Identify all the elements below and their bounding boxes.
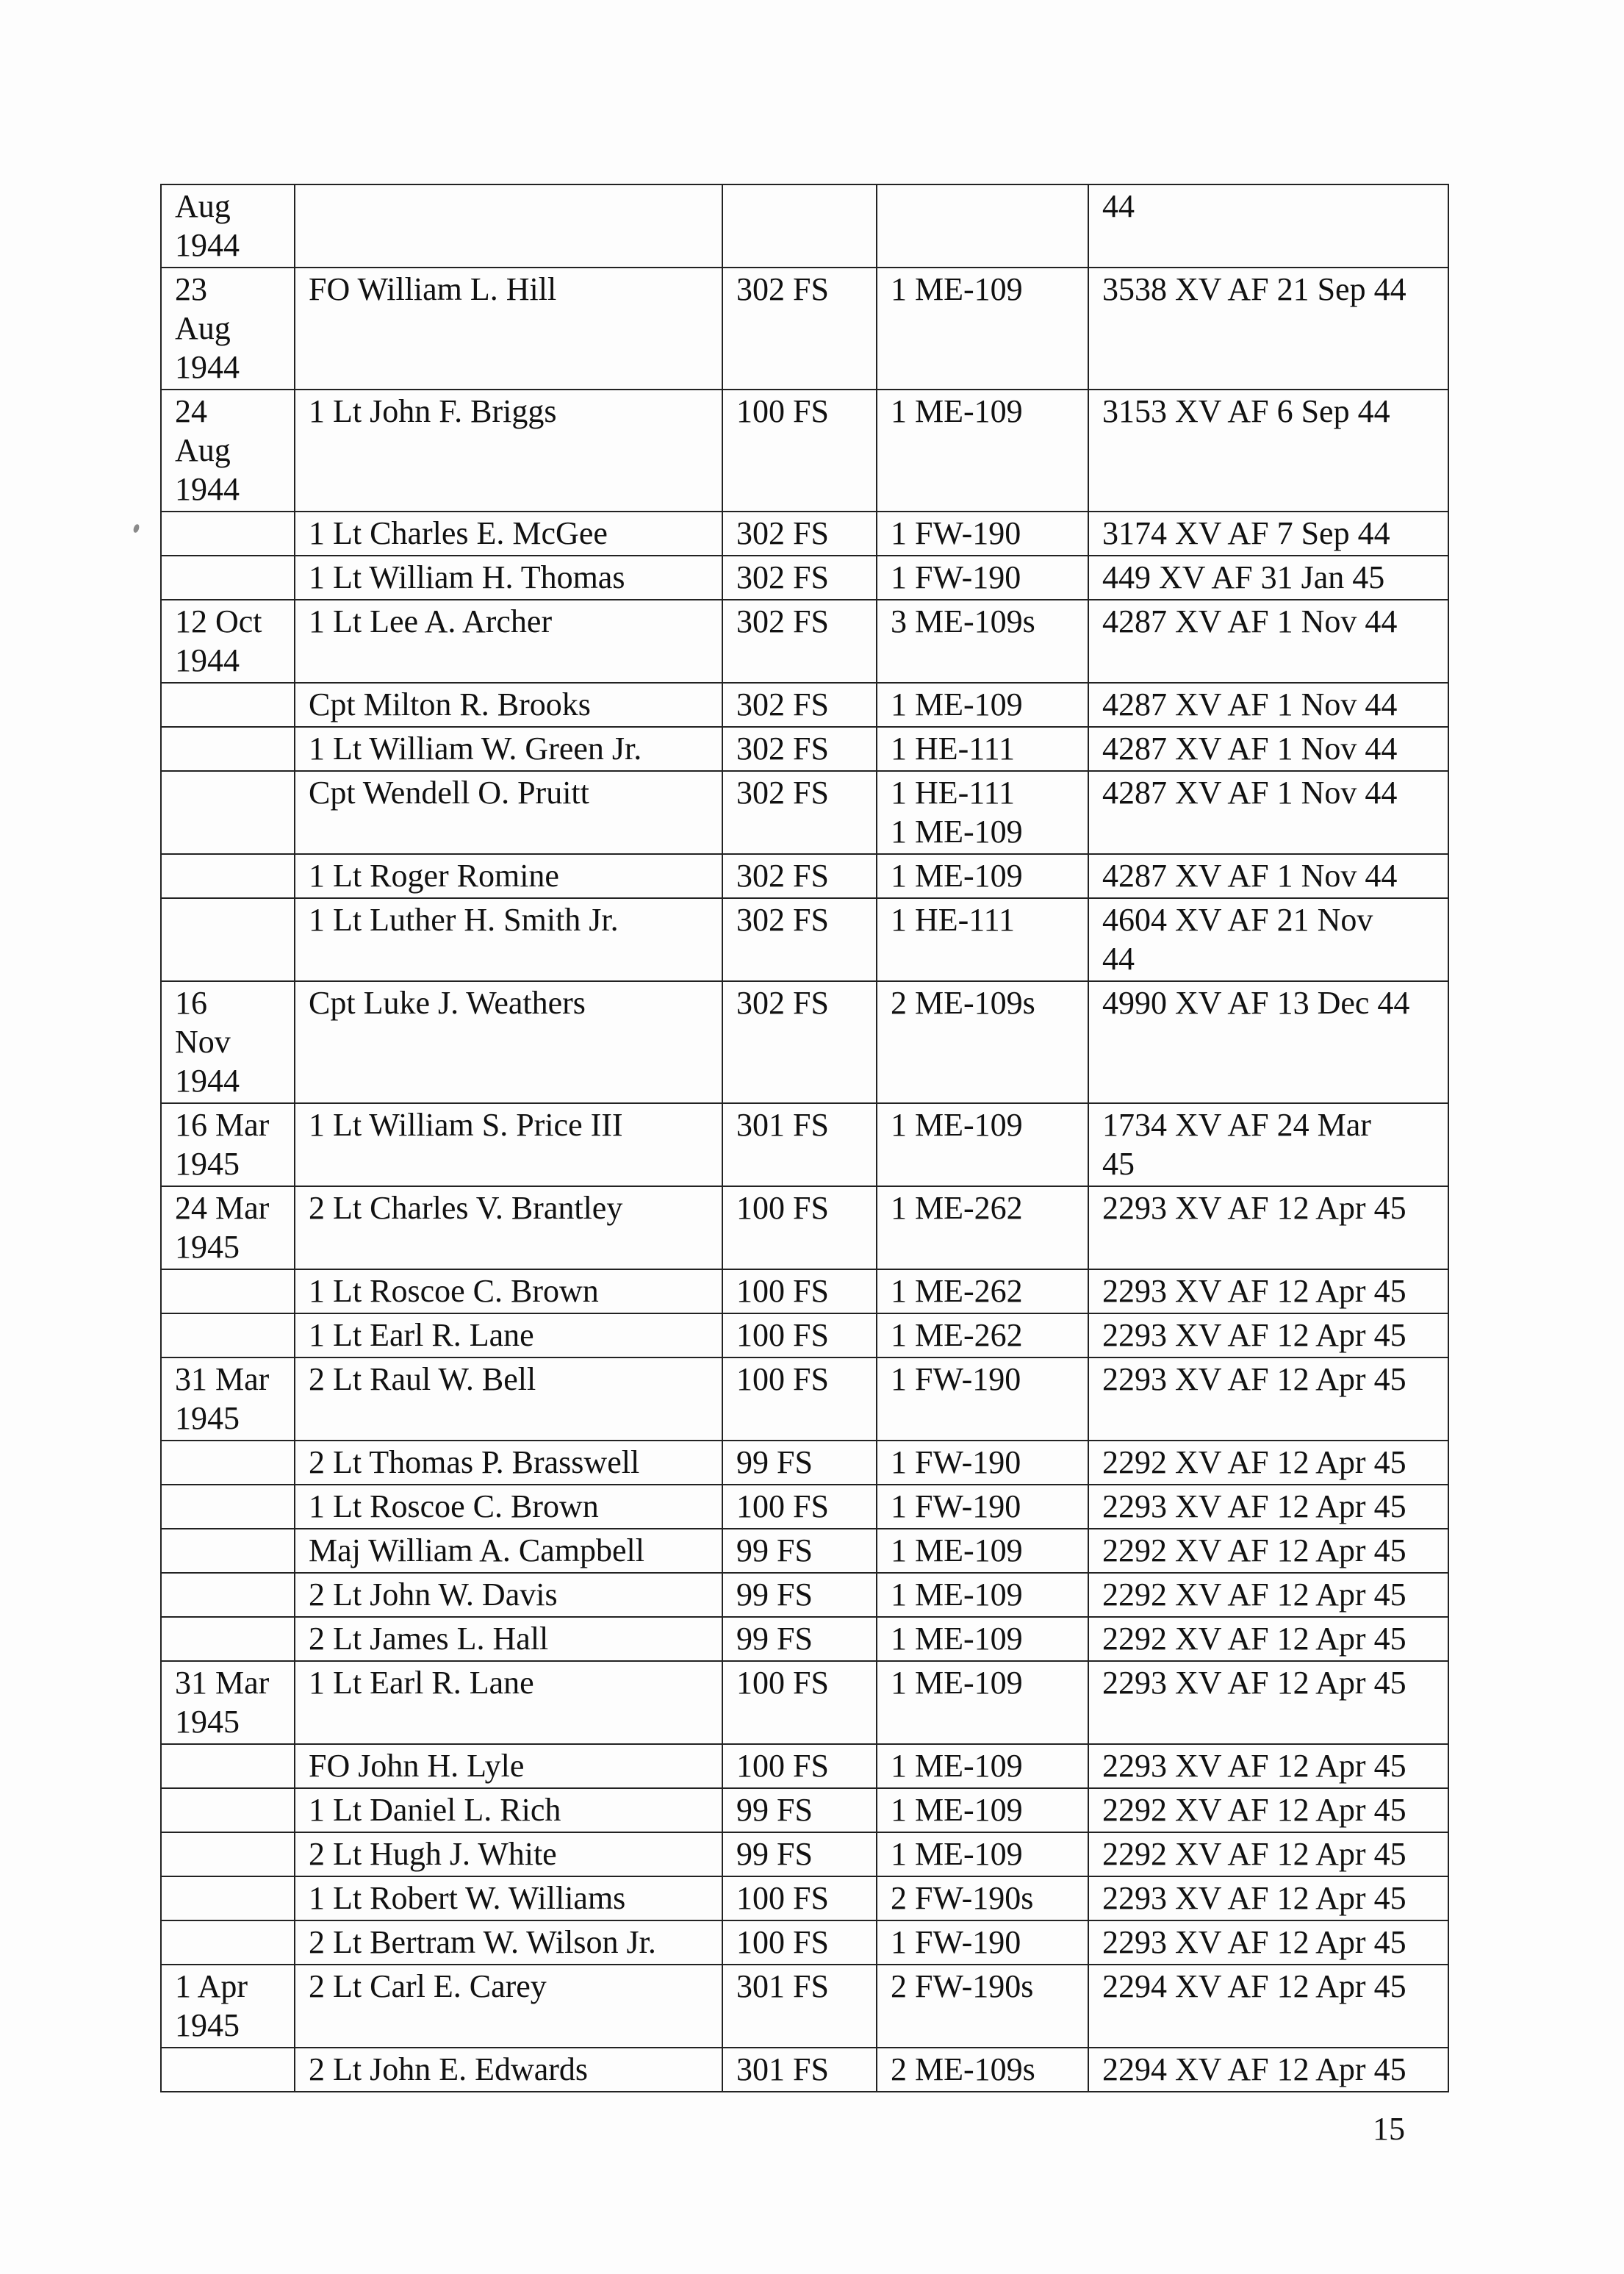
table-row <box>161 1832 1448 1876</box>
pilot-cell: 1 Lt Lee A. Archer <box>295 600 722 683</box>
general-order-cell: 2293 XV AF 12 Apr 45 <box>1088 1186 1448 1269</box>
table-row <box>161 1788 1448 1832</box>
unit-cell: 302 FS <box>722 683 877 727</box>
general-order-cell: 4287 XV AF 1 Nov 44 <box>1088 683 1448 727</box>
date-cell <box>161 1617 295 1661</box>
table-row <box>161 1485 1448 1529</box>
general-order-cell: 2293 XV AF 12 Apr 45 <box>1088 1920 1448 1965</box>
table-row <box>161 184 1448 268</box>
unit-cell: 99 FS <box>722 1617 877 1661</box>
date-cell <box>161 1313 295 1357</box>
general-order-cell: 3153 XV AF 6 Sep 44 <box>1088 390 1448 512</box>
victories-cell: 1 ME-109 <box>877 1529 1088 1573</box>
pilot-cell: FO William L. Hill <box>295 268 722 390</box>
pilot-cell: 2 Lt Charles V. Brantley <box>295 1186 722 1269</box>
victories-cell: 1 ME-109 <box>877 683 1088 727</box>
unit-cell: 302 FS <box>722 512 877 556</box>
table-row <box>161 727 1448 771</box>
table-row <box>161 981 1448 1103</box>
victories-cell: 1 ME-109 <box>877 1744 1088 1788</box>
pilot-cell: 2 Lt Hugh J. White <box>295 1832 722 1876</box>
unit-cell: 100 FS <box>722 390 877 512</box>
table-row <box>161 556 1448 600</box>
general-order-cell: 4604 XV AF 21 Nov 44 <box>1088 898 1448 981</box>
unit-cell: 301 FS <box>722 2048 877 2092</box>
date-cell <box>161 683 295 727</box>
unit-cell: 100 FS <box>722 1313 877 1357</box>
unit-cell: 99 FS <box>722 1529 877 1573</box>
victories-cell: 1 FW-190 <box>877 1357 1088 1441</box>
pilot-cell: 1 Lt Daniel L. Rich <box>295 1788 722 1832</box>
victories-cell: 1 FW-190 <box>877 1920 1088 1965</box>
date-cell <box>161 1441 295 1485</box>
date-cell <box>161 727 295 771</box>
table-body <box>161 184 1448 2092</box>
victories-cell: 1 FW-190 <box>877 512 1088 556</box>
victories-cell: 1 ME-109 <box>877 1573 1088 1617</box>
date-cell: 24 Aug 1944 <box>161 390 295 512</box>
general-order-cell: 2293 XV AF 12 Apr 45 <box>1088 1876 1448 1920</box>
victories-cell: 1 ME-109 <box>877 1103 1088 1186</box>
pilot-cell: 2 Lt James L. Hall <box>295 1617 722 1661</box>
pilot-cell: Cpt Luke J. Weathers <box>295 981 722 1103</box>
pilot-cell: 1 Lt Earl R. Lane <box>295 1661 722 1744</box>
general-order-cell: 2293 XV AF 12 Apr 45 <box>1088 1357 1448 1441</box>
unit-cell: 99 FS <box>722 1832 877 1876</box>
date-cell: 12 Oct 1944 <box>161 600 295 683</box>
pilot-cell: 1 Lt Roger Romine <box>295 854 722 898</box>
victories-cell: 1 ME-262 <box>877 1269 1088 1313</box>
unit-cell: 301 FS <box>722 1965 877 2048</box>
general-order-cell: 3538 XV AF 21 Sep 44 <box>1088 268 1448 390</box>
date-cell: 1 Apr 1945 <box>161 1965 295 2048</box>
table-row <box>161 2048 1448 2092</box>
unit-cell: 100 FS <box>722 1661 877 1744</box>
victories-cell: 1 ME-109 <box>877 1617 1088 1661</box>
table-row <box>161 600 1448 683</box>
victories-cell: 3 ME-109s <box>877 600 1088 683</box>
victories-cell: 1 FW-190 <box>877 1441 1088 1485</box>
stray-ink-mark <box>132 523 140 534</box>
unit-cell: 100 FS <box>722 1186 877 1269</box>
table-row <box>161 1744 1448 1788</box>
victories-cell: 1 HE-111 <box>877 727 1088 771</box>
aerial-victories-table <box>160 184 1449 2092</box>
pilot-cell: 1 Lt Charles E. McGee <box>295 512 722 556</box>
table-row <box>161 1617 1448 1661</box>
date-cell <box>161 512 295 556</box>
table-row <box>161 1573 1448 1617</box>
victories-cell: 1 ME-109 <box>877 268 1088 390</box>
date-cell: 31 Mar 1945 <box>161 1661 295 1744</box>
date-cell: 24 Mar 1945 <box>161 1186 295 1269</box>
unit-cell: 100 FS <box>722 1269 877 1313</box>
date-cell <box>161 1269 295 1313</box>
general-order-cell: 449 XV AF 31 Jan 45 <box>1088 556 1448 600</box>
victories-cell: 2 ME-109s <box>877 2048 1088 2092</box>
pilot-cell: 2 Lt Raul W. Bell <box>295 1357 722 1441</box>
table-row <box>161 854 1448 898</box>
date-cell <box>161 1573 295 1617</box>
date-cell <box>161 556 295 600</box>
unit-cell: 99 FS <box>722 1788 877 1832</box>
unit-cell: 302 FS <box>722 771 877 854</box>
pilot-cell: 1 Lt Roscoe C. Brown <box>295 1269 722 1313</box>
pilot-cell: Cpt Wendell O. Pruitt <box>295 771 722 854</box>
table-row <box>161 1920 1448 1965</box>
table-row <box>161 1313 1448 1357</box>
unit-cell: 302 FS <box>722 600 877 683</box>
unit-cell: 100 FS <box>722 1485 877 1529</box>
general-order-cell: 4287 XV AF 1 Nov 44 <box>1088 854 1448 898</box>
table-row <box>161 1876 1448 1920</box>
general-order-cell: 3174 XV AF 7 Sep 44 <box>1088 512 1448 556</box>
general-order-cell: 2293 XV AF 12 Apr 45 <box>1088 1661 1448 1744</box>
unit-cell: 301 FS <box>722 1103 877 1186</box>
unit-cell: 99 FS <box>722 1573 877 1617</box>
table-row <box>161 1661 1448 1744</box>
victories-cell: 1 HE-111 <box>877 898 1088 981</box>
table-row <box>161 1103 1448 1186</box>
victories-cell: 1 ME-262 <box>877 1313 1088 1357</box>
pilot-cell: 2 Lt John E. Edwards <box>295 2048 722 2092</box>
unit-cell: 302 FS <box>722 727 877 771</box>
general-order-cell: 4287 XV AF 1 Nov 44 <box>1088 771 1448 854</box>
pilot-cell: Maj William A. Campbell <box>295 1529 722 1573</box>
table-row <box>161 1269 1448 1313</box>
date-cell <box>161 1485 295 1529</box>
table-row <box>161 1357 1448 1441</box>
pilot-cell: 2 Lt Bertram W. Wilson Jr. <box>295 1920 722 1965</box>
date-cell: Aug 1944 <box>161 184 295 268</box>
victories-cell: 1 ME-262 <box>877 1186 1088 1269</box>
general-order-cell: 2294 XV AF 12 Apr 45 <box>1088 2048 1448 2092</box>
pilot-cell: 1 Lt Robert W. Williams <box>295 1876 722 1920</box>
table-row <box>161 683 1448 727</box>
unit-cell: 302 FS <box>722 556 877 600</box>
pilot-cell: FO John H. Lyle <box>295 1744 722 1788</box>
page-number: 15 <box>1373 2111 1405 2147</box>
pilot-cell: 1 Lt Roscoe C. Brown <box>295 1485 722 1529</box>
general-order-cell: 4990 XV AF 13 Dec 44 <box>1088 981 1448 1103</box>
general-order-cell: 2293 XV AF 12 Apr 45 <box>1088 1313 1448 1357</box>
table-row <box>161 390 1448 512</box>
victories-cell: 1 ME-109 <box>877 1661 1088 1744</box>
unit-cell: 302 FS <box>722 898 877 981</box>
unit-cell <box>722 184 877 268</box>
general-order-cell: 1734 XV AF 24 Mar 45 <box>1088 1103 1448 1186</box>
table-row <box>161 1186 1448 1269</box>
date-cell <box>161 1920 295 1965</box>
pilot-cell: 2 Lt Carl E. Carey <box>295 1965 722 2048</box>
victories-cell: 1 ME-109 <box>877 1788 1088 1832</box>
pilot-cell: 1 Lt Luther H. Smith Jr. <box>295 898 722 981</box>
pilot-cell: 1 Lt John F. Briggs <box>295 390 722 512</box>
general-order-cell: 4287 XV AF 1 Nov 44 <box>1088 727 1448 771</box>
general-order-cell: 2292 XV AF 12 Apr 45 <box>1088 1788 1448 1832</box>
general-order-cell: 2293 XV AF 12 Apr 45 <box>1088 1744 1448 1788</box>
pilot-cell: Cpt Milton R. Brooks <box>295 683 722 727</box>
date-cell <box>161 1876 295 1920</box>
general-order-cell: 2293 XV AF 12 Apr 45 <box>1088 1485 1448 1529</box>
unit-cell: 302 FS <box>722 981 877 1103</box>
victories-cell: 2 FW-190s <box>877 1965 1088 2048</box>
table-row <box>161 898 1448 981</box>
date-cell <box>161 1832 295 1876</box>
table-row <box>161 268 1448 390</box>
general-order-cell: 2292 XV AF 12 Apr 45 <box>1088 1617 1448 1661</box>
unit-cell: 100 FS <box>722 1744 877 1788</box>
unit-cell: 302 FS <box>722 268 877 390</box>
victories-cell: 1 ME-109 <box>877 854 1088 898</box>
victories-cell: 1 HE-111 1 ME-109 <box>877 771 1088 854</box>
date-cell: 23 Aug 1944 <box>161 268 295 390</box>
general-order-cell: 2293 XV AF 12 Apr 45 <box>1088 1269 1448 1313</box>
victories-cell: 2 ME-109s <box>877 981 1088 1103</box>
pilot-cell: 1 Lt William S. Price III <box>295 1103 722 1186</box>
pilot-cell: 1 Lt William H. Thomas <box>295 556 722 600</box>
general-order-cell: 2294 XV AF 12 Apr 45 <box>1088 1965 1448 2048</box>
date-cell <box>161 898 295 981</box>
pilot-cell <box>295 184 722 268</box>
general-order-cell: 2292 XV AF 12 Apr 45 <box>1088 1529 1448 1573</box>
victories-cell: 1 ME-109 <box>877 1832 1088 1876</box>
pilot-cell: 1 Lt William W. Green Jr. <box>295 727 722 771</box>
date-cell <box>161 771 295 854</box>
table-row <box>161 512 1448 556</box>
date-cell: 31 Mar 1945 <box>161 1357 295 1441</box>
date-cell <box>161 1744 295 1788</box>
general-order-cell: 2292 XV AF 12 Apr 45 <box>1088 1832 1448 1876</box>
general-order-cell: 2292 XV AF 12 Apr 45 <box>1088 1441 1448 1485</box>
general-order-cell: 44 <box>1088 184 1448 268</box>
date-cell <box>161 854 295 898</box>
victories-cell: 2 FW-190s <box>877 1876 1088 1920</box>
unit-cell: 100 FS <box>722 1357 877 1441</box>
general-order-cell: 2292 XV AF 12 Apr 45 <box>1088 1573 1448 1617</box>
unit-cell: 100 FS <box>722 1876 877 1920</box>
pilot-cell: 2 Lt Thomas P. Brasswell <box>295 1441 722 1485</box>
victories-cell: 1 ME-109 <box>877 390 1088 512</box>
pilot-cell: 1 Lt Earl R. Lane <box>295 1313 722 1357</box>
table-row <box>161 1965 1448 2048</box>
victories-cell <box>877 184 1088 268</box>
general-order-cell: 4287 XV AF 1 Nov 44 <box>1088 600 1448 683</box>
victories-cell: 1 FW-190 <box>877 556 1088 600</box>
date-cell <box>161 1529 295 1573</box>
pilot-cell: 2 Lt John W. Davis <box>295 1573 722 1617</box>
victories-cell: 1 FW-190 <box>877 1485 1088 1529</box>
table-row <box>161 1441 1448 1485</box>
table-row <box>161 1529 1448 1573</box>
unit-cell: 302 FS <box>722 854 877 898</box>
table-row <box>161 771 1448 854</box>
date-cell <box>161 1788 295 1832</box>
unit-cell: 99 FS <box>722 1441 877 1485</box>
date-cell: 16 Nov 1944 <box>161 981 295 1103</box>
date-cell: 16 Mar 1945 <box>161 1103 295 1186</box>
unit-cell: 100 FS <box>722 1920 877 1965</box>
date-cell <box>161 2048 295 2092</box>
